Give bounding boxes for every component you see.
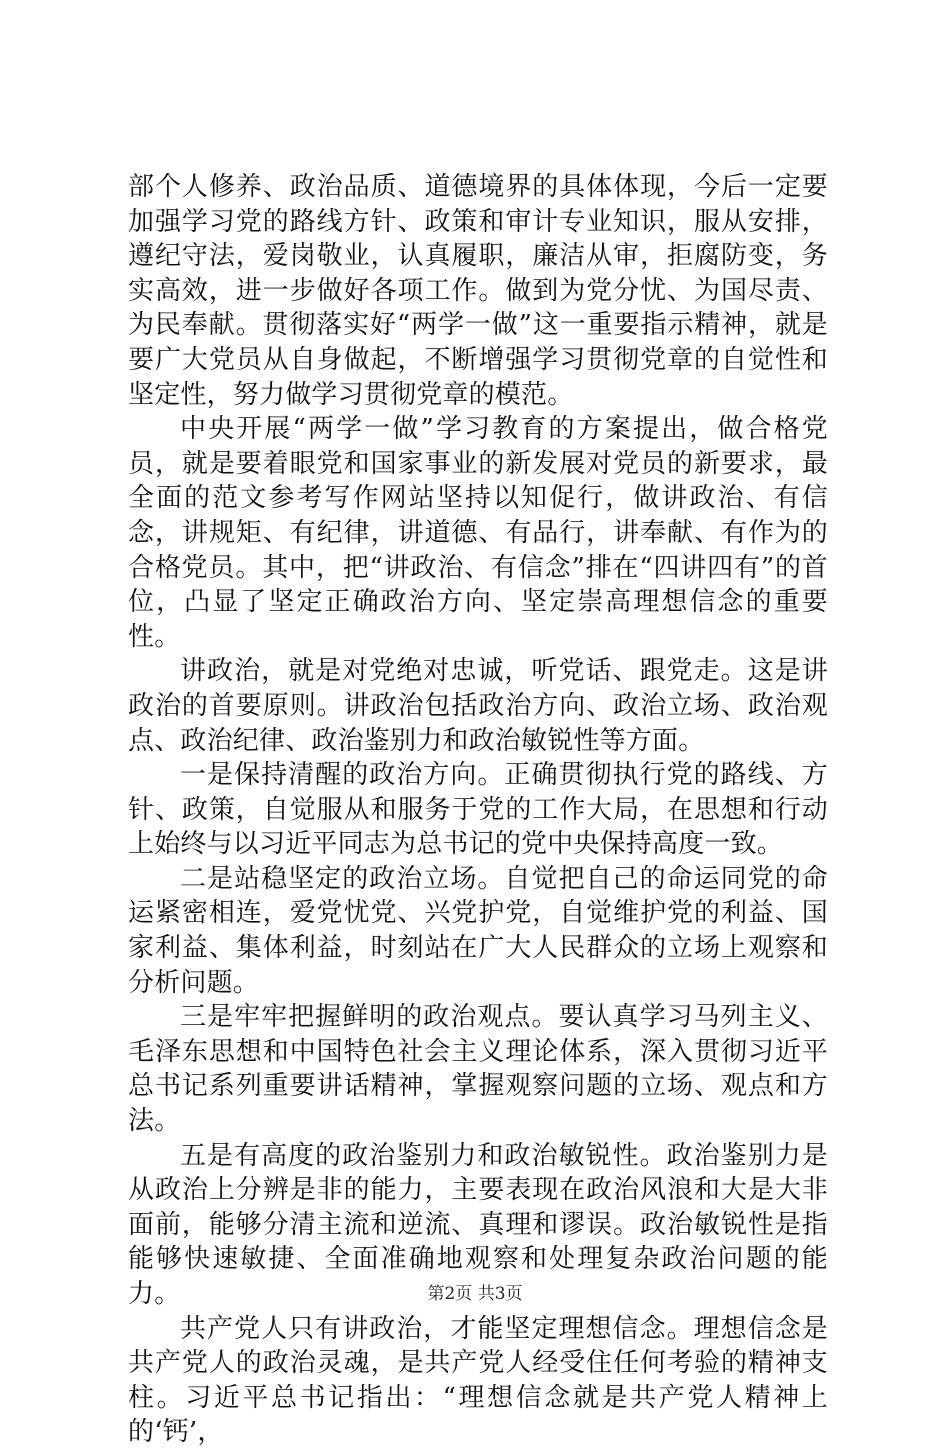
document-body <box>128 170 828 1450</box>
paragraph-6: 三是牢牢把握鲜明的政治观点。要认真学习马列主义、毛泽东思想和中国特色社会主义理论体系，深入贯彻习近平总书记系列重要讲话精神，掌握观察问题的立场、观点和方法。 <box>128 1002 828 1137</box>
page-footer: 第2页 共3页 <box>427 1284 523 1304</box>
paragraph-3: 讲政治，就是对党绝对忠诚，听党话、跟党走。这是讲政治的首要原则。讲政治包括政治方向、政治立场、政治观点、政治纪律、政治鉴别力和政治敏锐性等方面。 <box>128 656 828 756</box>
paragraph-7: 五是有高度的政治鉴别力和政治敏锐性。政治鉴别力是从政治上分辨是非的能力，主要表现在政治风浪和大是大非面前，能够分清主流和逆流、真理和谬误。政治敏锐性是指能够快速敏捷、全面准确地观察和处理复杂政治问题的能力。 <box>128 1140 828 1309</box>
paragraph-8: 共产党人只有讲政治，才能坚定理想信念。理想信念是共产党人的政治灵魂，是共产党人经受住任何考验的精神支柱。习近平总书记指出：“理想信念就是共产党人精神上的‘钙’， <box>128 1313 828 1448</box>
paragraph-5: 二是站稳坚定的政治立场。自觉把自己的命运同党的命运紧密相连，爱党忧党、兴党护党，自觉维护党的利益、国家利益、集体利益，时刻站在广大人民群众的立场上观察和分析问题。 <box>128 863 828 998</box>
paragraph-1: 部个人修养、政治品质、道德境界的具体体现，今后一定要加强学习党的路线方针、政策和审计专业知识，服从安排，遵纪守法，爱岗敬业，认真履职，廉洁从审，拒腐防变，务实高效，进一步做好各项工作。做到为党分忧、为国尽责、为民奉献。贯彻落实好“两学一做”这一重要指示精神，就是要广大党员从自身做起，不断增强学习贯彻党章的自觉性和坚定性，努力做学习贯彻党章的模范。 <box>128 172 828 410</box>
paragraph-4: 一是保持清醒的政治方向。正确贯彻执行党的路线、方针、政策，自觉服从和服务于党的工作大局，在思想和行动上始终与以习近平同志为总书记的党中央保持高度一致。 <box>128 760 828 860</box>
paragraph-2: 中央开展“两学一做”学习教育的方案提出，做合格党员，就是要着眼党和国家事业的新发展对党员的新要求，最全面的范文参考写作网站坚持以知促行，做讲政治、有信念，讲规矩、有纪律，讲道德、有品行，讲奉献、有作为的合格党员。其中，把“讲政治、有信念”排在“四讲四有”的首位，凸显了坚定正确政治方向、坚定崇高理想信念的重要性。 <box>128 414 828 652</box>
